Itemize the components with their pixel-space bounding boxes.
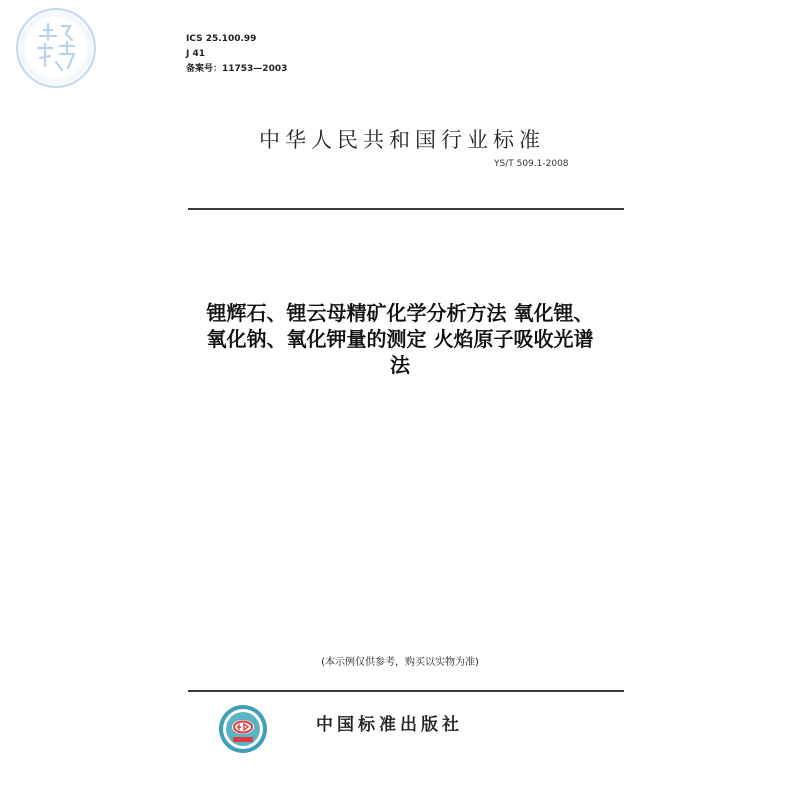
standard-code: YS/T 509.1-2008	[494, 159, 569, 169]
title-line-3: 法	[390, 353, 410, 377]
record-number: 备案号：11753—2003	[186, 64, 288, 74]
watermark-seal-icon	[16, 8, 96, 88]
document-title	[150, 300, 650, 378]
top-divider	[188, 208, 624, 210]
classification-code: J 41	[186, 49, 206, 59]
publisher-badge-icon	[218, 704, 268, 754]
title-line-1: 锂辉石、锂云母精矿化学分析方法 氧化锂、	[206, 301, 594, 325]
disclaimer-note: (本示例仅供参考，购买以实物为准)	[321, 657, 479, 668]
title-line-2: 氧化钠、氧化钾量的测定 火焰原子吸收光谱	[206, 327, 594, 351]
standard-metadata	[186, 32, 287, 77]
bottom-divider	[188, 690, 624, 692]
standard-organization: 中华人民共和国行业标准	[259, 128, 545, 152]
ics-code: ICS 25.100.99	[186, 34, 257, 44]
publisher-name: 中国标准出版社	[316, 715, 463, 735]
